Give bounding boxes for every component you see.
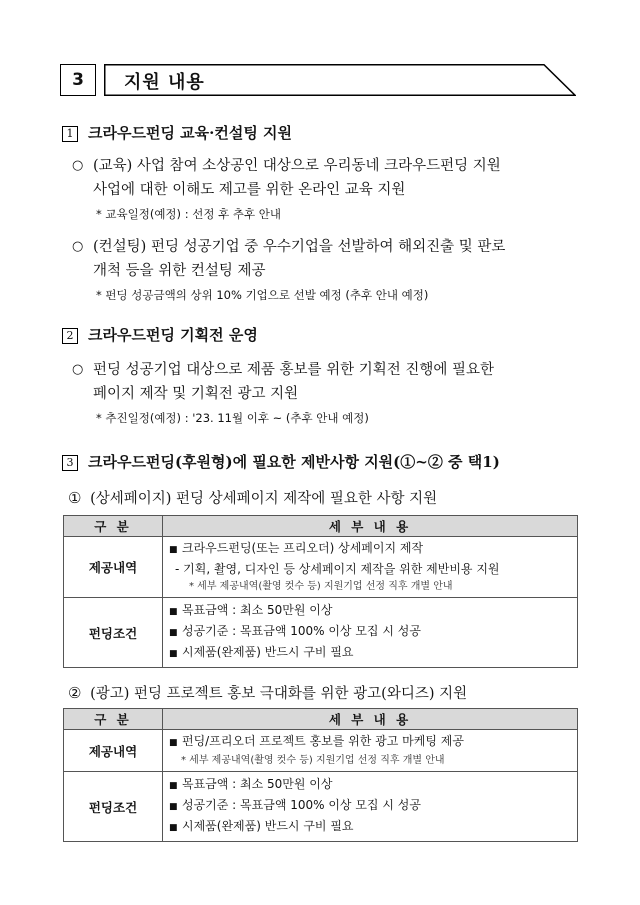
section-number: 3 <box>60 64 96 96</box>
item-2-bullet-1-line2: 페이지 제작 및 기획전 광고 지원 <box>93 386 299 402</box>
sub-2-heading <box>68 682 467 703</box>
sub-1-title: (상세페이지) 펀딩 상세페이지 제작에 필요한 사항 지원 <box>90 491 438 507</box>
square-bullet-icon: ■ <box>169 781 178 791</box>
sub-2-table <box>63 708 578 842</box>
item-2-heading <box>62 324 258 345</box>
sub-2-row2-label: 펀딩조건 <box>64 772 163 842</box>
item-2-bullet-1 <box>93 358 494 406</box>
sub-1-row1-content <box>163 537 578 598</box>
sub-1-cond-1: 목표금액 : 최소 50만원 이상 <box>182 603 333 617</box>
sub-2-col-header-category: 구 분 <box>64 709 163 730</box>
item-1-bullet-2-note: * 펀딩 성공금액의 상위 10% 기업으로 선발 예정 (추후 안내 예정) <box>96 288 429 302</box>
square-bullet-icon: ■ <box>169 628 178 638</box>
sub-1-row2-content <box>163 598 578 668</box>
sub-1-table <box>63 515 578 668</box>
square-bullet-icon: ■ <box>169 649 178 659</box>
item-1-bullet-2-line2: 개척 등을 위한 컨설팅 제공 <box>93 263 266 279</box>
item-1-bullet-2 <box>93 235 505 283</box>
item-1-bullet-1-line2: 사업에 대한 이해도 제고를 위한 온라인 교육 지원 <box>93 182 406 198</box>
item-2-title: 크라우드펀딩 기획전 운영 <box>88 326 258 344</box>
item-3-number: 3 <box>62 455 78 471</box>
sub-1-row2-label: 펀딩조건 <box>64 598 163 668</box>
sub-2-title: (광고) 펀딩 프로젝트 홍보 극대화를 위한 광고(와디즈) 지원 <box>90 686 468 702</box>
sub-1-row1-a: 크라우드펀딩(또는 프리오더) 상세페이지 제작 <box>182 541 424 555</box>
sub-2-row1-note: * 세부 제공내역(촬영 컷수 등) 지원기업 선정 직후 개별 안내 <box>181 755 445 766</box>
item-1-bullet-2-line1: (컨설팅) 펀딩 성공기업 중 우수기업을 선발하여 해외진출 및 판로 <box>93 239 506 255</box>
sub-2-row1-a: 펀딩/프리오더 프로젝트 홍보를 위한 광고 마케팅 제공 <box>182 734 464 748</box>
sub-1-row1-b: - 기획, 촬영, 디자인 등 상세페이지 제작을 위한 제반비용 지원 <box>175 562 500 576</box>
sub-2-row1-label: 제공내역 <box>64 730 163 772</box>
item-3-heading <box>62 451 500 472</box>
sub-2-mark: ② <box>68 684 82 702</box>
sub-1-heading <box>68 487 437 508</box>
sub-1-col-header-detail: 세 부 내 용 <box>163 516 578 537</box>
sub-2-col-header-detail: 세 부 내 용 <box>163 709 578 730</box>
square-bullet-icon: ■ <box>169 823 178 833</box>
square-bullet-icon: ■ <box>169 802 178 812</box>
sub-1-row1-label: 제공내역 <box>64 537 163 598</box>
item-3-title: 크라우드펀딩(후원형)에 필요한 제반사항 지원(①~② 중 택1) <box>88 453 500 471</box>
square-bullet-icon: ■ <box>169 738 178 748</box>
sub-2-row1-content <box>163 730 578 772</box>
sub-1-col-header-category: 구 분 <box>64 516 163 537</box>
sub-1-row1-note: * 세부 제공내역(촬영 컷수 등) 지원기업 선정 직후 개별 안내 <box>189 581 453 592</box>
square-bullet-icon: ■ <box>169 545 178 555</box>
bullet-icon: ○ <box>72 158 84 173</box>
section-title: 지원 내용 <box>124 72 205 93</box>
sub-2-cond-1: 목표금액 : 최소 50만원 이상 <box>182 777 333 791</box>
sub-1-cond-3: 시제품(완제품) 반드시 구비 필요 <box>182 645 354 659</box>
item-2-bullet-1-line1: 펀딩 성공기업 대상으로 제품 홍보를 위한 기획전 진행에 필요한 <box>93 362 495 378</box>
item-1-bullet-1-line1: (교육) 사업 참여 소상공인 대상으로 우리동네 크라우드펀딩 지원 <box>93 158 501 174</box>
bullet-icon: ○ <box>72 362 84 377</box>
sub-2-cond-3: 시제품(완제품) 반드시 구비 필요 <box>182 819 354 833</box>
item-1-bullet-1-note: * 교육일정(예정) : 선정 후 추후 안내 <box>96 207 281 221</box>
item-2-number: 2 <box>62 328 78 344</box>
square-bullet-icon: ■ <box>169 607 178 617</box>
item-1-number: 1 <box>62 126 78 142</box>
item-2-bullet-1-note: * 추진일정(예정) : '23. 11월 이후 ~ (추후 안내 예정) <box>96 411 369 425</box>
item-1-heading <box>62 122 292 143</box>
sub-1-mark: ① <box>68 489 82 507</box>
bullet-icon: ○ <box>72 239 84 254</box>
item-1-bullet-1 <box>93 154 501 202</box>
sub-2-row2-content <box>163 772 578 842</box>
sub-2-cond-2: 성공기준 : 목표금액 100% 이상 모집 시 성공 <box>182 798 421 812</box>
sub-1-cond-2: 성공기준 : 목표금액 100% 이상 모집 시 성공 <box>182 624 421 638</box>
item-1-title: 크라우드펀딩 교육·컨설팅 지원 <box>88 124 293 142</box>
